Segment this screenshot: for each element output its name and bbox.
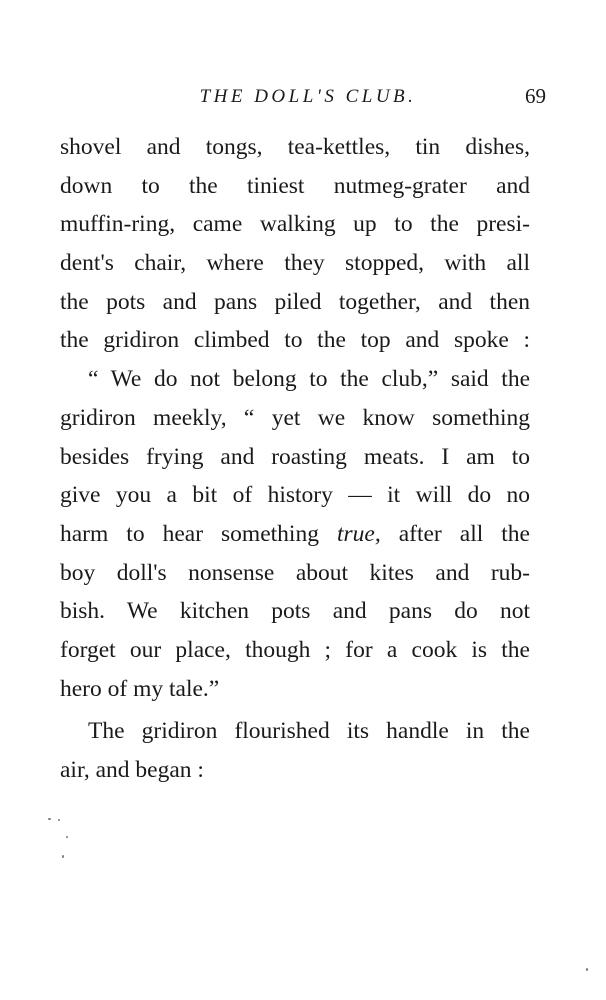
text-line: the pots and pans piled together, and then [60, 288, 530, 315]
paper-speck [58, 819, 60, 821]
paragraph-1 [60, 128, 530, 360]
text-line: air, and began : [60, 757, 204, 783]
text-run: harm to hear something [60, 520, 337, 547]
running-head [60, 86, 546, 116]
text-line: down to the tiniest nutmeg-grater and [60, 172, 530, 199]
text-line: hero of my tale.” [60, 675, 220, 702]
text-line: forget our place, though ; for a cook is the [60, 636, 530, 663]
running-title: THE DOLL'S CLUB. [199, 86, 417, 107]
text-line: the gridiron climbed to the top and spoke : [60, 327, 530, 354]
text-line: The gridiron flourished its handle in the [88, 718, 530, 745]
text-run: after all the [380, 520, 530, 547]
text-line: besides frying and roasting meats. I am to [60, 443, 530, 470]
paper-speck [62, 855, 64, 858]
paper-speck [66, 836, 68, 838]
text-line: “ We do not belong to the club,” said the [88, 366, 530, 393]
text-line: muffin-ring, came walking up to the presi- [60, 211, 530, 238]
body-text [60, 128, 530, 790]
paper-speck [48, 818, 51, 820]
text-line-with-italic [60, 515, 530, 554]
text-line: give you a bit of history — it will do no [60, 482, 530, 509]
page-number: 69 [525, 84, 546, 108]
text-line: boy doll's nonsense about kites and rub- [60, 559, 530, 586]
text-line: shovel and tongs, tea-kettles, tin dishes, [60, 134, 530, 160]
italic-word: true, [336, 520, 381, 547]
text-line: gridiron meekly, “ yet we know something [60, 404, 530, 431]
text-line: dent's chair, where they stopped, with all [60, 250, 530, 277]
paragraph-3 [60, 712, 530, 789]
text-line: bish. We kitchen pots and pans do not [60, 598, 530, 625]
paragraph-2 [60, 360, 530, 708]
paper-speck [586, 968, 588, 971]
